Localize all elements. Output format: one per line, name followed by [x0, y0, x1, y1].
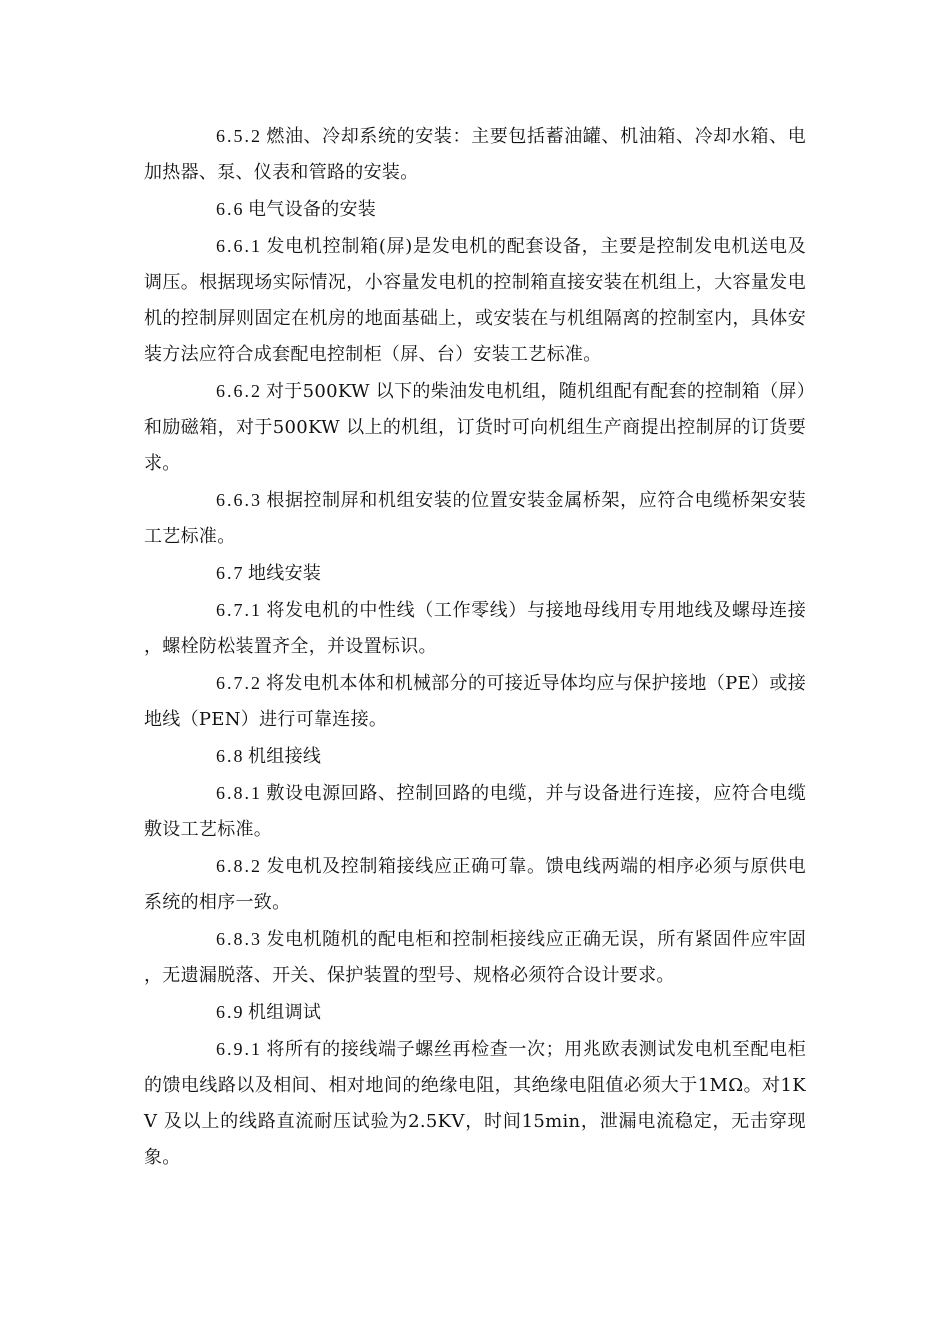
- heading-text: 机组接线: [248, 746, 322, 767]
- section-number: 6.8.2: [216, 856, 262, 876]
- section-number: 6.8.1: [216, 783, 262, 803]
- paragraph-text: 将所有的接线端子螺丝再检查一次；用兆欧表测试发电机至配电柜的馈电线路以及相间、相对地间的绝缘电阻，其绝缘电阻值必须大于1MΩ。对1KV 及以上的线路直流耐压试验为2.5KV，时间15min，泄漏电流稳定，无击穿现象。: [144, 1039, 806, 1168]
- paragraph-text: 发电机及控制箱接线应正确可靠。馈电线两端的相序必须与原供电系统的相序一致。: [144, 856, 806, 913]
- heading-6-8: [144, 738, 806, 775]
- paragraph-text: 对于500KW 以下的柴油发电机组，随机组配有配套的控制箱（屏）和励磁箱，对于500KW 以上的机组，订货时可向机组生产商提出控制屏的订货要求。: [144, 381, 806, 474]
- paragraph-6-8-1: [144, 775, 806, 848]
- document-body: [144, 118, 806, 1176]
- paragraph-6-6-2: [144, 373, 806, 482]
- heading-6-7: [144, 555, 806, 592]
- section-number: 6.8.3: [216, 929, 262, 949]
- paragraph-6-6-3: [144, 482, 806, 555]
- section-number: 6.6.3: [216, 490, 262, 510]
- paragraph-text: 发电机控制箱(屏)是发电机的配套设备，主要是控制发电机送电及调压。根据现场实际情况，小容量发电机的控制箱直接安装在机组上，大容量发电机的控制屏则固定在机房的地面基础上，或安装在与机组隔离的控制室内，具体安装方法应符合成套配电控制柜（屏、台）安装工艺标准。: [144, 236, 806, 365]
- heading-text: 地线安装: [248, 563, 322, 584]
- paragraph-text: 发电机随机的配电柜和控制柜接线应正确无误，所有紧固件应牢固，无遗漏脱落、开关、保护装置的型号、规格必须符合设计要求。: [144, 929, 806, 986]
- section-number: 6.7.2: [216, 673, 262, 693]
- paragraph-text: 将发电机本体和机械部分的可接近导体均应与保护接地（PE）或接地线（PEN）进行可靠连接。: [144, 673, 806, 730]
- heading-6-6: [144, 191, 806, 228]
- paragraph-text: 敷设电源回路、控制回路的电缆，并与设备进行连接，应符合电缆敷设工艺标准。: [144, 783, 806, 840]
- heading-text: 电气设备的安装: [248, 199, 377, 220]
- heading-text: 机组调试: [248, 1002, 322, 1023]
- section-number: 6.7.1: [216, 600, 262, 620]
- section-number: 6.6.1: [216, 236, 262, 256]
- section-number: 6.9: [216, 1002, 245, 1022]
- paragraph-6-9-1: [144, 1031, 806, 1176]
- section-number: 6.9.1: [216, 1039, 262, 1059]
- section-number: 6.8: [216, 746, 245, 766]
- paragraph-6-8-3: [144, 921, 806, 994]
- paragraph-6-5-2: [144, 118, 806, 191]
- section-number: 6.6: [216, 199, 245, 219]
- paragraph-6-7-2: [144, 665, 806, 738]
- section-number: 6.6.2: [216, 381, 262, 401]
- paragraph-text: 燃油、冷却系统的安装：主要包括蓄油罐、机油箱、冷却水箱、电加热器、泵、仪表和管路的安装。: [144, 126, 806, 183]
- paragraph-6-7-1: [144, 592, 806, 665]
- paragraph-text: 根据控制屏和机组安装的位置安装金属桥架，应符合电缆桥架安装工艺标准。: [144, 490, 806, 547]
- paragraph-text: 将发电机的中性线（工作零线）与接地母线用专用地线及螺母连接，螺栓防松装置齐全，并设置标识。: [144, 600, 806, 657]
- paragraph-6-8-2: [144, 848, 806, 921]
- paragraph-6-6-1: [144, 228, 806, 373]
- section-number: 6.7: [216, 563, 245, 583]
- section-number: 6.5.2: [216, 126, 262, 146]
- heading-6-9: [144, 994, 806, 1031]
